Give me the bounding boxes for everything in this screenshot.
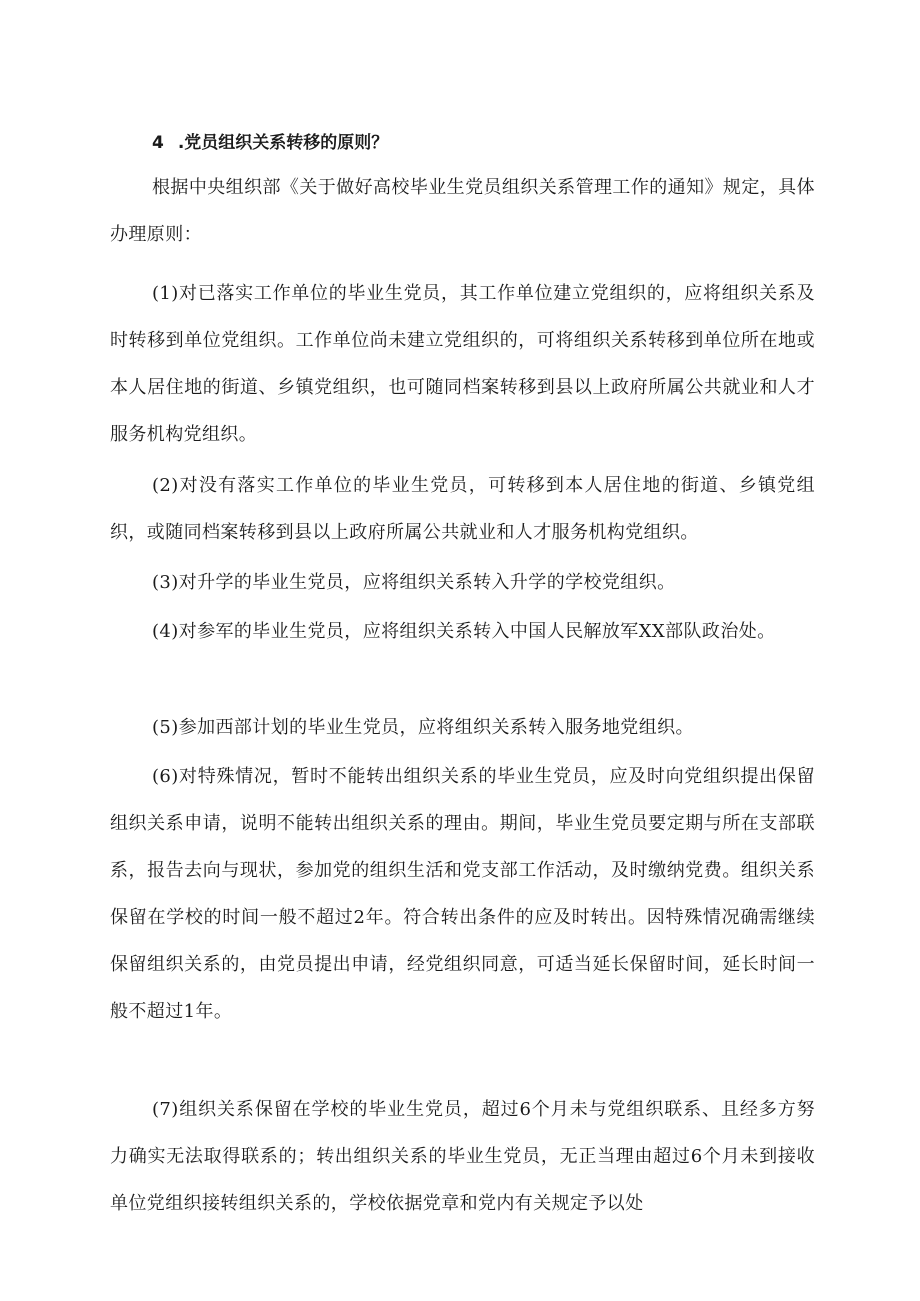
heading-title: .党员组织关系转移的原则？ — [177, 133, 389, 153]
section-heading — [152, 131, 388, 155]
paragraph-item-1: (1)对已落实工作单位的毕业生党员，其工作单位建立党组织的，应将组织关系及时转移到单位党组织。工作单位尚未建立党组织的，可将组织关系转移到单位所在地或本人居住地的街道、乡镇党组织，也可随同档案转移到县以上政府所属公共就业和人才服务机构党组织。 — [110, 283, 815, 445]
paragraph-item-4: (4)对参军的毕业生党员，应将组织关系转入中国人民解放军XX部队政治处。 — [152, 621, 776, 642]
paragraph-item-3: (3)对升学的毕业生党员，应将组织关系转入升学的学校党组织。 — [152, 572, 676, 593]
paragraph-item-7: (7)组织关系保留在学校的毕业生党员，超过6个月未与党组织联系、且经多方努力确实无法取得联系的；转出组织关系的毕业生党员，无正当理由超过6个月未到接收单位党组织接转组织关系的，学校依据党章和党内有关规定予以处 — [110, 1099, 815, 1214]
paragraph-item-2: (2)对没有落实工作单位的毕业生党员，可转移到本人居住地的街道、乡镇党组织，或随同档案转移到县以上政府所属公共就业和人才服务机构党组织。 — [110, 475, 815, 543]
heading-number: 4 — [152, 133, 164, 153]
paragraph-item-6: (6)对特殊情况，暂时不能转出组织关系的毕业生党员，应及时向党组织提出保留组织关系申请，说明不能转出组织关系的理由。期间，毕业生党员要定期与所在支部联系，报告去向与现状，参加党的组织生活和党支部工作活动，及时缴纳党费。组织关系保留在学校的时间一般不超过2年。符合转出条件的应及时转出。因特殊情况确需继续保留组织关系的，由党员提出申请，经党组织同意，可适当延长保留时间，延长时间一般不超过1年。 — [110, 766, 815, 1022]
paragraph-item-5: (5)参加西部计划的毕业生党员，应将组织关系转入服务地党组织。 — [152, 717, 694, 738]
paragraph-intro: 根据中央组织部《关于做好高校毕业生党员组织关系管理工作的通知》规定，具体办理原则： — [110, 177, 815, 245]
